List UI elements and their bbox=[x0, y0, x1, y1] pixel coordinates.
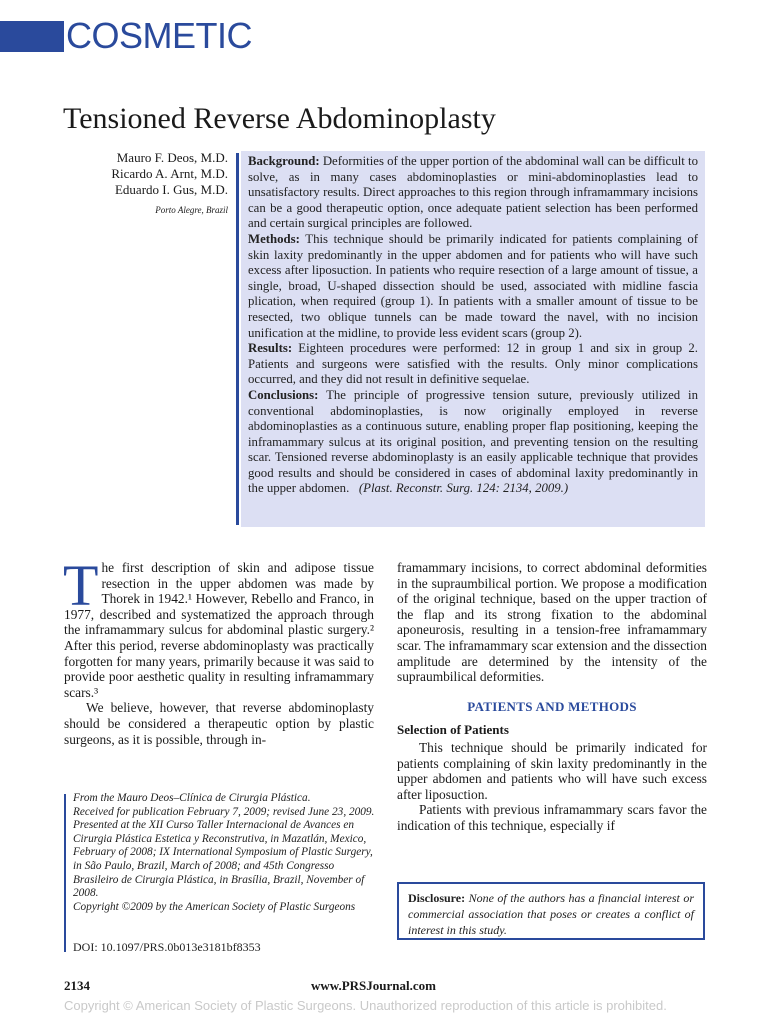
abstract-background-text: Deformities of the upper portion of the abdominal wall can be difficult to solve, as in many cases abdominoplasties or mini-abdominoplasties lead to unsatisfactory results. Direct approaches to this region through inframammary incisions can be a good therapeutic option, once adequate patient selection has been performed and certain surgical principles are followed. bbox=[248, 154, 698, 231]
body-column-left bbox=[63, 553, 374, 747]
abstract-background bbox=[248, 154, 698, 232]
disclosure-label: Disclosure: bbox=[408, 891, 466, 905]
author-name: Mauro F. Deos, M.D. bbox=[116, 150, 228, 165]
author-list bbox=[64, 150, 228, 218]
abstract-conclusions-label: Conclusions: bbox=[248, 387, 319, 402]
abstract-results-label: Results: bbox=[248, 341, 293, 356]
footnote-affiliation: From the Mauro Deos–Clínica de Cirurgia Plástica. bbox=[73, 792, 311, 804]
section-heading: PATIENTS AND METHODS bbox=[467, 698, 637, 714]
abstract-results bbox=[248, 341, 698, 388]
abstract-citation: (Plast. Reconstr. Surg. 124: 2134, 2009.) bbox=[358, 481, 569, 496]
body-paragraph-text: he first description of skin and adipose tissue resection in the upper abdomen was made by Thorek in 1942.¹ However, Rebello and Franco, in 1977, described and systematized the approach through the inframammary sulcus for abdominal plastic surgery.² After this period, reverse abdominoplasty was practically forgotten for many years, primarily because it was said to provide poor aesthetic quality in resulting inframammary scars.³ bbox=[64, 560, 374, 700]
subsection-heading: Selection of Patients bbox=[397, 722, 509, 738]
article-footnote bbox=[73, 792, 379, 914]
journal-url-link[interactable]: www.PRSJournal.com bbox=[311, 978, 436, 993]
page-number: 2134 bbox=[64, 978, 90, 993]
author-name: Eduardo I. Gus, M.D. bbox=[114, 182, 228, 197]
abstract-background-label: Background: bbox=[248, 154, 320, 168]
author-name: Ricardo A. Arnt, M.D. bbox=[111, 166, 228, 181]
footnote-accent-rule bbox=[64, 794, 66, 952]
body-paragraph: We believe, however, that reverse abdominoplasty should be considered a therapeutic option by plastic surgeons, as it is possible, through in- bbox=[64, 700, 374, 747]
abstract-conclusions bbox=[248, 388, 698, 497]
body-column-right bbox=[397, 560, 707, 834]
abstract-methods-text: This technique should be primarily indicated for patients complaining of skin laxity predominantly in the upper abdomen and for patients who will have such excess after liposuction. In patients who require resection of a large amount of tissue, a single, broad, U-shaped dissection should be used, associated with midline fascia plication, when required (group 1). In patients with a smaller amount of tissue to be resected, two oblique tunnels can be made toward the navel, with no incision unification at the midline, to provide less evident scars (group 2). bbox=[248, 231, 698, 340]
abstract-methods bbox=[248, 232, 698, 341]
abstract-conclusions-text: The principle of progressive tension suture, previously utilized in conventional abdominoplasties, is now originally employed in reverse abdominoplasties as a continuous suture, enabling proper flap positioning, keeping the inframammary sulcus at its original position, and preventing tension on the resulting scar. Tensioned reverse abdominoplasty is an easily applicable technique that provides good results and should be considered in cases of abdominal laxity predominantly in the upper abdomen. bbox=[248, 387, 699, 496]
footnote-copyright: Copyright ©2009 by the American Society of Plastic Surgeons bbox=[73, 900, 356, 913]
abstract-accent-rule bbox=[236, 153, 239, 525]
article-title: Tensioned Reverse Abdominoplasty bbox=[63, 102, 496, 135]
footnote-presented: Presented at the XII Curso Taller Internacional de Avances en Cirurgia Plástica Estetica y Reconstrutiva, in Mazatlán, Mexico, February of 2008; IX International Symposium of Plastic Surgery, in São Paulo, Brazil, March of 2008; and 45th Congresso Brasileiro de Cirurgia Plástica, in Brasília, Brazil, November of 2008. bbox=[73, 819, 373, 900]
footnote-received: Received for publication February 7, 2009; revised June 23, 2009. bbox=[73, 805, 375, 818]
disclosure-text: None of the authors has a financial interest or commercial association that poses or creates a conflict of interest in this study. bbox=[408, 891, 694, 937]
section-color-bar bbox=[0, 21, 64, 52]
body-paragraph bbox=[63, 553, 374, 700]
disclosure-box bbox=[397, 882, 705, 940]
section-label: COSMETIC bbox=[66, 15, 253, 56]
copyright-watermark: Copyright © American Society of Plastic Surgeons. Unauthorized reproduction of this article is prohibited. bbox=[64, 998, 667, 1013]
body-paragraph: This technique should be primarily indicated for patients complaining of skin laxity predominantly in the upper abdomen and patients who will have such excess after liposuction. bbox=[397, 739, 707, 802]
body-paragraph: framammary incisions, to correct abdominal deformities in the supraumbilical portion. We propose a modification of the original technique, based on the upper traction of the flap and its strong fixation to the abdominal aponeurosis, resulting in a tension-free inframammary scar. The inframammary scar extension and the dissection amplitude are determined by the intensity of the supraumbilical deformities. bbox=[397, 560, 707, 685]
drop-cap: T bbox=[63, 553, 99, 618]
abstract-results-text: Eighteen procedures were performed: 12 in group 1 and six in group 2. Patients and surgeons were satisfied with the results. Only minor complications occurred, and they did not result in definitive sequelae. bbox=[248, 341, 698, 387]
doi-link[interactable]: DOI: 10.1097/PRS.0b013e3181bf8353 bbox=[73, 940, 261, 954]
abstract-methods-label: Methods: bbox=[248, 231, 300, 246]
author-location: Porto Alegre, Brazil bbox=[155, 205, 228, 215]
abstract-box bbox=[241, 151, 705, 527]
body-paragraph: Patients with previous inframammary scars favor the indication of this technique, especially if bbox=[397, 802, 707, 833]
